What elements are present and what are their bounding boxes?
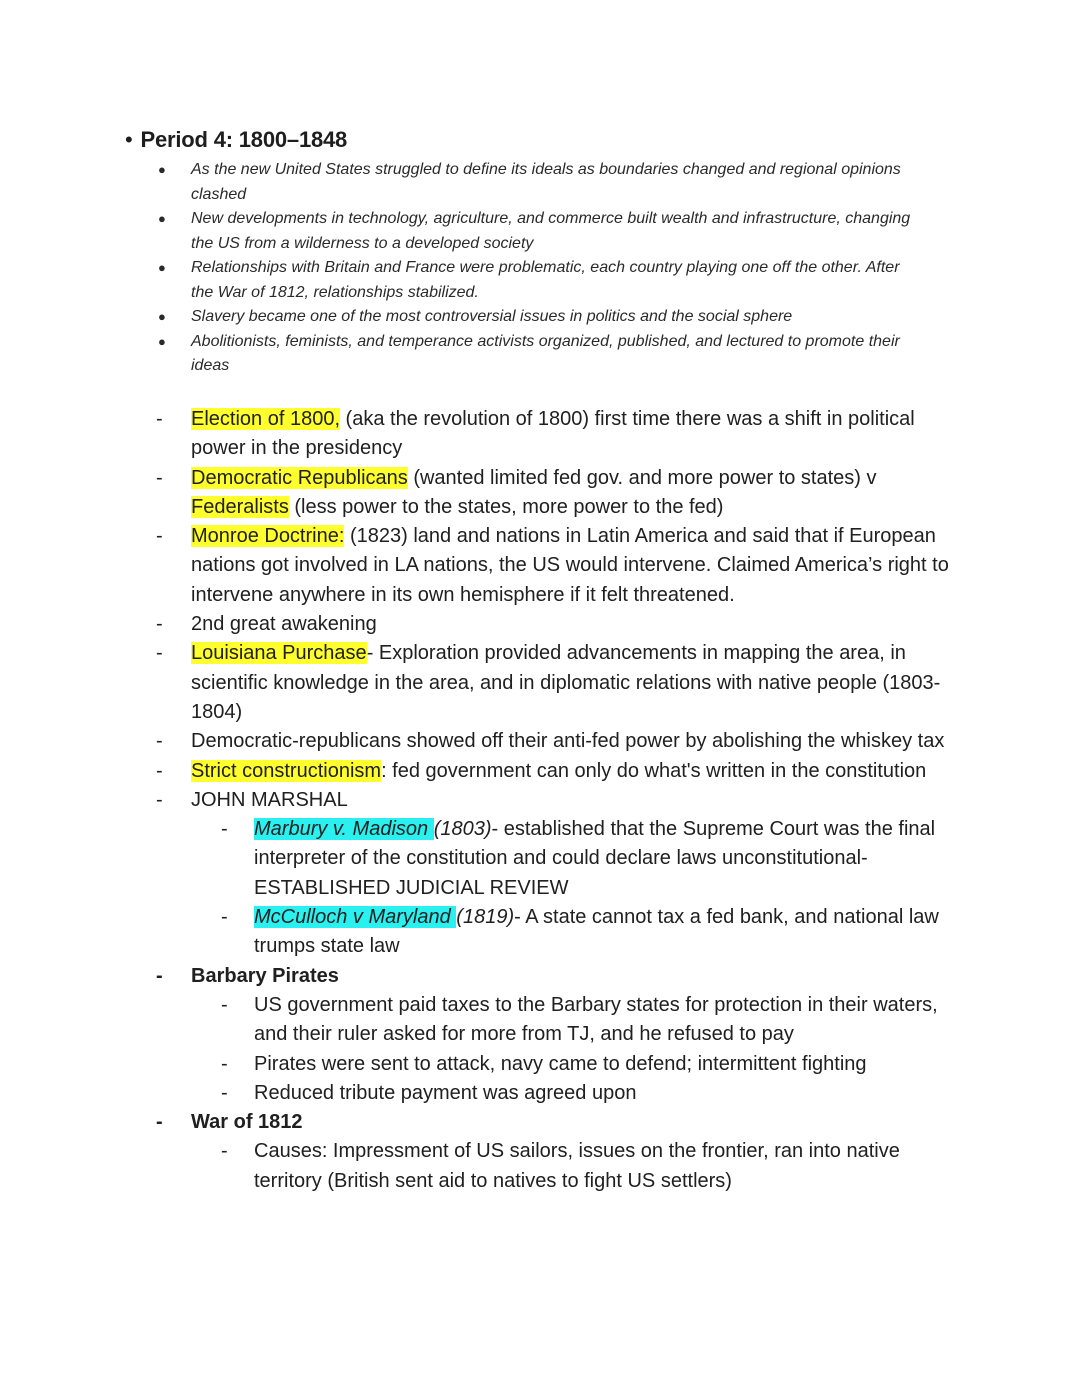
sub-note: - US government paid taxes to the Barbary states for protection in their waters, and their ruler asked for more from TJ, and he refused to pay (154, 991, 954, 1050)
dash-marker: - (221, 1052, 228, 1075)
dash-marker: - (221, 1081, 228, 1104)
highlight-case: McCulloch v Maryland (254, 906, 457, 929)
war1812-title: War of 1812 (191, 1111, 303, 1134)
dash-marker: - (156, 964, 163, 987)
highlight-term: Strict constructionism (191, 759, 382, 782)
section-heading (125, 127, 347, 153)
overview-item: ● Slavery became one of the most controversial issues in politics and the social sphere (156, 305, 916, 330)
barbary-sublist (191, 991, 954, 1108)
bullet-dot: ● (158, 309, 166, 324)
barbary-title: Barbary Pirates (191, 964, 339, 987)
note-barbary (154, 962, 954, 1108)
dash-marker: - (156, 408, 163, 430)
highlight-term: Louisiana Purchase (191, 642, 367, 665)
overview-item: ● New developments in technology, agriculture, and commerce built wealth and infrastructure, changing the US from a wilderness to a developed society (156, 207, 916, 256)
bullet-dot: ● (158, 211, 166, 226)
note-marshal: - JOHN MARSHAL - Marbury v. Madison (1803)- established that the Supreme Court was the final interpreter of the constitution and could declare laws unconstitutional- ESTABLISHED JUDICIAL REVIEW - McCulloch v Maryland (1819)- A state cannot tax a fed bank, and national law trumps state law (154, 786, 954, 962)
dash-marker: - (156, 613, 163, 636)
note-awakening: - 2nd great awakening (154, 610, 954, 639)
highlight-term: Federalists (191, 495, 289, 518)
dash-marker: - (156, 466, 163, 489)
sub-note: - Pirates were sent to attack, navy came to defend; intermittent fighting (154, 1050, 954, 1079)
dash-marker: - (156, 759, 163, 782)
note-election: - Election of 1800, (aka the revolution of 1800) first time there was a shift in political power in the presidency (154, 405, 954, 464)
note-louisiana: - Louisiana Purchase- Exploration provided advancements in mapping the area, in scientific knowledge in the area, and in diplomatic relations with native people (1803-1804) (154, 639, 954, 727)
dash-marker: - (221, 1140, 228, 1163)
dash-marker: - (221, 993, 228, 1016)
highlight-case: Marbury v. Madison (254, 818, 434, 841)
heading-title: Period 4: 1800–1848 (140, 127, 348, 152)
marshal-sublist (191, 815, 954, 961)
sub-note: - Causes: Impressment of US sailors, issues on the frontier, ran into native territory (British sent aid to natives to fight US settlers) (154, 1137, 954, 1196)
overview-item: ● Relationships with Britain and France were problematic, each country playing one off the other. After the War of 1812, relationships stabilized. (156, 256, 916, 305)
note-parties: - Democratic Republicans (wanted limited fed gov. and more power to states) v Federalists (less power to the states, more power to the fed) (154, 464, 954, 523)
bullet-dot: ● (158, 333, 166, 349)
note-strict: - Strict constructionism: fed government can only do what's written in the constitution (154, 757, 954, 786)
overview-list (156, 158, 916, 379)
sub-note-mcculloch: - McCulloch v Maryland (1819)- A state cannot tax a fed bank, and national law trumps state law (154, 903, 954, 962)
heading-bullet: • (125, 127, 133, 152)
highlight-term: Democratic Republicans (191, 466, 408, 489)
dash-marker: - (221, 906, 228, 929)
note-monroe: - Monroe Doctrine: (1823) land and nations in Latin America and said that if European nations got involved in LA nations, the US would intervene. Claimed America’s right to intervene anywhere in its own hemisphere if it felt threatened. (154, 522, 954, 610)
bullet-dot: ● (158, 260, 166, 275)
sub-note-marbury: - Marbury v. Madison (1803)- established that the Supreme Court was the final interpreter of the constitution and could declare laws unconstitutional- ESTABLISHED JUDICIAL REVIEW (154, 815, 954, 903)
dash-marker: - (156, 788, 163, 811)
notes-list (154, 405, 954, 1196)
note-war1812 (154, 1108, 954, 1196)
highlight-term: Monroe Doctrine: (191, 525, 345, 548)
bullet-dot: ● (158, 162, 166, 177)
overview-item: ● As the new United States struggled to define its ideals as boundaries changed and regional opinions clashed (156, 158, 916, 207)
dash-marker: - (156, 730, 163, 753)
dash-marker: - (156, 642, 163, 665)
dash-marker: - (156, 1111, 163, 1134)
highlight-term: Election of 1800, (191, 408, 340, 430)
note-whiskey: - Democratic-republicans showed off their anti-fed power by abolishing the whiskey tax (154, 727, 954, 756)
overview-item: ● Abolitionists, feminists, and temperance activists organized, published, and lectured to promote their ideas (156, 330, 916, 379)
dash-marker: - (221, 818, 228, 841)
war1812-sublist (191, 1137, 954, 1196)
sub-note: - Reduced tribute payment was agreed upon (154, 1079, 954, 1108)
dash-marker: - (156, 525, 163, 548)
